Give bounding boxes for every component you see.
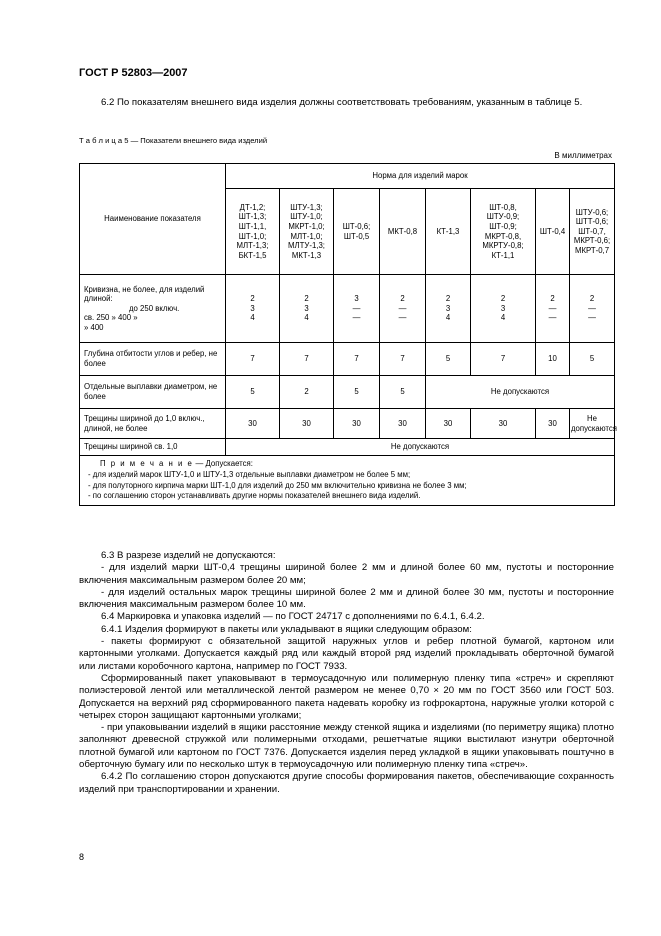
group-header: ШТ-0,8, ШТУ-0,9; ШТ-0,9; МКРТ-0,8, МКРТУ-0,8; КТ-1,1: [471, 189, 536, 275]
paragraph-6-4-2: 6.4.2 По соглашению сторон допускаются другие способы формирования пакетов, обеспечивающие сохранность изделий при транспортировании и хранении.: [79, 771, 614, 795]
cell: 5: [380, 376, 426, 409]
cell: 30: [334, 409, 380, 439]
row-name: Трещины шириной св. 1,0: [80, 439, 226, 456]
table-caption-text: — Показатели внешнего вида изделий: [130, 136, 268, 145]
cell: 30: [380, 409, 426, 439]
table-note-row: [80, 456, 615, 506]
table-caption-label: Т а б л и ц а 5: [79, 136, 129, 145]
note-item: - для полуторного кирпича марки ШТ-1,0 для изделий до 250 мм включительно кривизна не более 3 мм;: [88, 480, 467, 490]
cell: 2 — —: [380, 275, 426, 343]
appearance-table: [79, 163, 618, 506]
document-header: ГОСТ Р 52803—2007: [79, 67, 188, 79]
table-row-bulge: [80, 376, 615, 409]
cell: 2 3 4: [471, 275, 536, 343]
norm-header: Норма для изделий марок: [226, 164, 615, 189]
table-row-depth: [80, 343, 615, 376]
row-name-line: св. 250 » 400 »: [84, 313, 138, 323]
row-name: Глубина отбитости углов и ребер, не более: [80, 343, 226, 376]
cell: 2 3 4: [426, 275, 471, 343]
group-header: КТ-1,3: [426, 189, 471, 275]
cell: 10: [536, 343, 570, 376]
cell: 7: [226, 343, 280, 376]
cell: 5: [226, 376, 280, 409]
cell: 3 — —: [334, 275, 380, 343]
paragraph-6-3-b: - для изделий остальных марок трещины шириной более 2 мм и длиной более 30 мм, пустоты и посторонние включения максимальным размером более 10 мм.: [79, 586, 614, 611]
cell: 2 3 4: [280, 275, 334, 343]
cell: 30: [426, 409, 471, 439]
row-name-line: » 400: [84, 322, 104, 332]
cell: 5: [570, 343, 615, 376]
note-item: - для изделий марок ШТУ-1,0 и ШТУ-1,3 отдельные выплавки диаметром не более 5 мм;: [88, 469, 411, 479]
table-caption: [79, 136, 267, 145]
paragraph-6-4-1-c: - при упаковывании изделий в ящики расстояние между стенкой ящика и изделиями (по периметру ящика) плотно заполняют древесной стружкой или полимерными отходами, решетчатые ящики выстилают изнутри оберточной плотной бумагой или картоном по ГОСТ 7376. Допускается изделия перед укладкой в ящики упаковывать поштучно в оберточную бумагу или по несколько штук в термоусадочную или полимерную пленку типа «стреч».: [79, 722, 614, 771]
note-item: - по соглашению сторон устанавливать другие нормы показателей внешнего вида изделий.: [88, 491, 421, 501]
table-row-crack-2: [80, 439, 615, 456]
cell: 2 — —: [536, 275, 570, 343]
cell: 2 3 4: [226, 275, 280, 343]
cell: 7: [471, 343, 536, 376]
cell: 30: [536, 409, 570, 439]
note-label-tail: — Допускается:: [193, 459, 253, 468]
cell: 5: [426, 343, 471, 376]
table-row-crack-1: [80, 409, 615, 439]
cell: 7: [334, 343, 380, 376]
cell-not-allowed: Не допускаются: [226, 439, 615, 456]
row-name: Трещины шириной до 1,0 включ., длиной, не более: [80, 409, 226, 439]
table-row-curvature: [80, 275, 615, 343]
row-name-line: до 250 включ.: [129, 303, 180, 313]
cell-not-allowed: Не допускаются: [570, 409, 615, 439]
cell: 30: [280, 409, 334, 439]
cell: 2: [280, 376, 334, 409]
paragraph-6-3: 6.3 В разрезе изделий не допускаются:: [101, 550, 276, 561]
page-number: 8: [79, 852, 85, 862]
row-name: Отдельные выплавки диаметром, не более: [80, 376, 226, 409]
table-units: В миллиметрах: [554, 151, 612, 160]
cell: 30: [471, 409, 536, 439]
cell-not-allowed: Не допускаются: [426, 376, 615, 409]
row-name-line: Кривизна, не более, для изделий длиной:: [84, 284, 205, 304]
group-header: ШТ-0,4: [536, 189, 570, 275]
group-header: ШТУ-1,3; ШТУ-1,0; МКРТ-1,0; МЛТ-1,0; МЛТУ-1,3; МКТ-1,3: [280, 189, 334, 275]
col-header-name: Наименование показателя: [80, 164, 226, 275]
paragraph-6-3-a: - для изделий марки ШТ-0,4 трещины шириной более 2 мм и длиной более 60 мм, пустоты и посторонние включения максимальным размером более 20 мм;: [79, 562, 614, 586]
group-header: МКТ-0,8: [380, 189, 426, 275]
group-header: ДТ-1,2; ШТ-1,3; ШТ-1,1, ШТ-1,0; МЛТ-1,3; БКТ-1,5: [226, 189, 280, 275]
paragraph-6-4-1-b: Сформированный пакет упаковывают в термоусадочную или полимерную пленку типа «стреч» и скрепляют полиэстеровой лентой или металлической лентой размером не менее 0,70 × 20 мм по ГОСТ 3560 или ГОСТ 503. Допускается на верхний ряд сформированного пакета надевать коробку из гофрокартона, наружные уголки которой с четырех сторон защищают картонными уголками;: [79, 672, 614, 721]
paragraph-6-4-1: 6.4.1 Изделия формируют в пакеты или укладывают в ящики следующим образом:: [101, 623, 472, 635]
row-name: [80, 275, 226, 343]
paragraph-6-4-1-a: - пакеты формируют с обязательной защитой наружных углов и ребер плотной бумагой, картоном или картонными уголками. Допускается каждый ряд или каждый второй ряд изделий прокладывать оберточной бумагой или листами коробочного картона, например по ГОСТ 7933.: [79, 636, 614, 672]
cell: 7: [380, 343, 426, 376]
group-header: ШТУ-0,6; ШТТ-0,6; ШТ-0,7, МКРТ-0,6; МКРТ-0,7: [570, 189, 615, 275]
cell: 2 — —: [570, 275, 615, 343]
cell: 30: [226, 409, 280, 439]
paragraph-6-4: 6.4 Маркировка и упаковка изделий — по ГОСТ 24717 с дополнениями по 6.4.1, 6.4.2.: [101, 611, 485, 623]
cell: 7: [280, 343, 334, 376]
group-header: ШТ-0,6; ШТ-0,5: [334, 189, 380, 275]
cell: 5: [334, 376, 380, 409]
note-label: П р и м е ч а н и е: [100, 459, 194, 468]
paragraph-6-2: 6.2 По показателям внешнего вида изделия должны соответствовать требованиям, указанным в таблице 5.: [101, 97, 583, 108]
body-text: [79, 550, 614, 796]
table-note: [80, 456, 615, 506]
